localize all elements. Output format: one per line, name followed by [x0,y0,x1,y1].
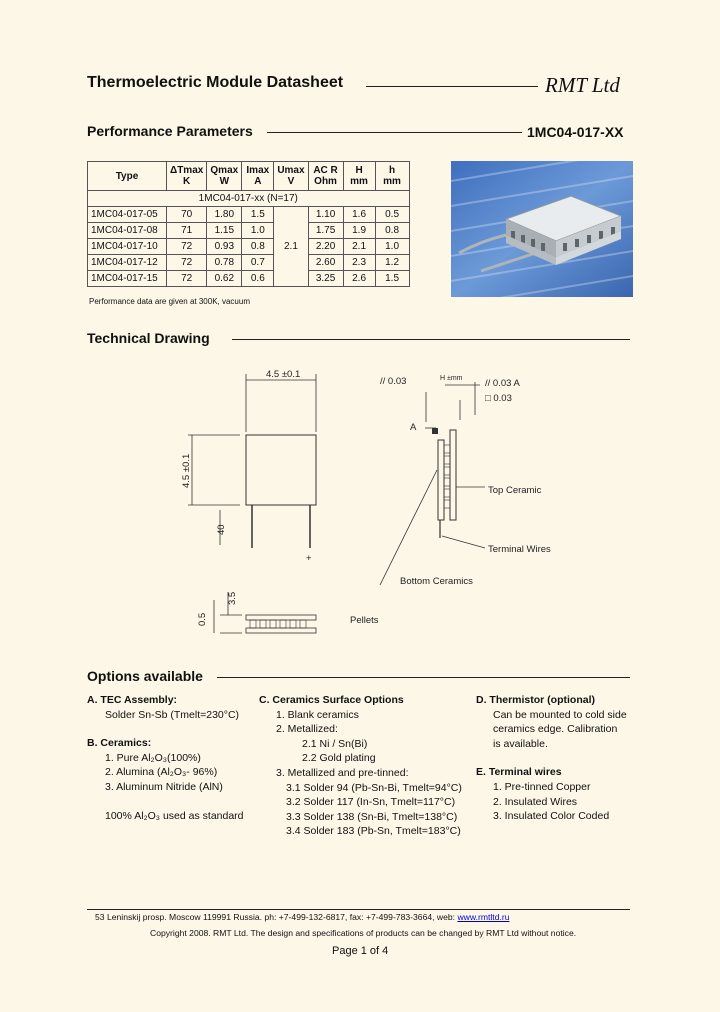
option-c-item: 3.1 Solder 94 (Pb-Sn-Bi, Tmelt=94°C) [286,781,462,794]
technical-drawing [180,360,580,650]
option-e-title: E. Terminal wires [476,766,562,779]
option-c-item: 3.3 Solder 138 (Sn-Bi, Tmelt=138°C) [286,810,458,823]
option-e-item: 3. Insulated Color Coded [493,810,610,823]
col-umax: Umax V [274,162,308,191]
option-e-item: 1. Pre-tinned Copper [493,780,591,793]
top-ceramic-label: Top Ceramic [488,485,542,496]
cell-h: 1.5 [375,271,409,287]
col-qmax: Qmax W [207,162,242,191]
address-text: 53 Leninskij prosp. Moscow 119991 Russia. ph: +7-499-132-6817, fax: +7-499-783-3664, web: [95,912,458,922]
front-view-body [246,435,316,505]
cell-h: 0.8 [375,223,409,239]
option-c-item: 3.2 Solder 117 (In-Sn, Tmelt=117°C) [286,796,456,809]
footer-copyright: Copyright 2008. RMT Ltd. The design and specifications of products can be changed by RMT Ltd without notice. [150,928,577,938]
pellets-label: Pellets [350,615,379,626]
table-header-row [88,162,410,191]
option-b-item: 2. Alumina (Al₂O₃- 96%) [105,766,218,779]
cell-dt: 71 [167,223,207,239]
cell-type: 1MC04-017-15 [88,271,167,287]
option-b-item: 1. Pure Al₂O₃(100%) [105,751,201,764]
cell-q: 1.80 [207,207,242,223]
cell-q: 0.78 [207,255,242,271]
bottom-ceramic-label: Bottom Ceramics [400,576,473,587]
option-d-item: ceramics edge. Calibration [493,723,618,736]
cell-dt: 72 [167,239,207,255]
cell-i: 0.7 [242,255,274,271]
cell-h: 1.2 [375,255,409,271]
cell-ac: 3.25 [308,271,343,287]
col-H: H mm [343,162,375,191]
option-d-title: D. Thermistor (optional) [476,694,595,706]
drawing-section-rule [232,339,630,340]
cell-type: 1MC04-017-08 [88,223,167,239]
drawing-section-title: Technical Drawing [87,330,210,346]
options-section-title: Options available [87,668,203,684]
cell-H: 2.3 [343,255,375,271]
perf-section-rule [267,132,522,133]
height-tolerance-label: H ±mm [440,375,463,382]
performance-note: Performance data are given at 300K, vacuum [89,297,250,306]
page-number: Page 1 of 4 [332,945,389,957]
option-c-item: 2.2 Gold plating [302,752,376,765]
cell-q: 0.93 [207,239,242,255]
option-b-title: B. Ceramics: [87,737,152,750]
table-row [88,271,410,287]
cell-type: 1MC04-017-10 [88,239,167,255]
option-b-note: 100% Al₂O₃ used as standard [105,809,244,822]
option-c-item: 2.1 Ni / Sn(Bi) [302,737,368,750]
module-photo [451,161,633,297]
cell-ac: 2.20 [308,239,343,255]
dim-wire-label: 40 [216,524,227,535]
cell-dt: 72 [167,255,207,271]
flatness-square-label: □ 0.03 [485,393,512,404]
table-row [88,239,410,255]
col-acr: AC R Ohm [308,162,343,191]
dim-height-label: 4.5 ±0.1 [181,453,192,488]
table-row [88,207,410,223]
option-a-block [87,693,262,823]
document-title: Thermoelectric Module Datasheet [87,74,344,91]
option-c-title: C. Ceramics Surface Options [259,694,404,706]
option-c-item: 2. Metallized: [276,723,338,736]
model-name: 1MC04-017-XX [527,124,624,140]
datum-a-label: A [410,422,417,433]
table-group-row [88,191,410,207]
table-row [88,255,410,271]
cell-type: 1MC04-017-12 [88,255,167,271]
option-a-title: A. TEC Assembly: [87,694,178,706]
options-section-rule [217,677,630,678]
cell-h: 1.0 [375,239,409,255]
cell-i: 0.8 [242,239,274,255]
cell-h: 0.5 [375,207,409,223]
option-c-item: 1. Blank ceramics [276,708,359,721]
option-b-item: 3. Aluminum Nitride (AlN) [105,780,223,793]
header-rule [366,86,538,87]
footer-address [95,912,510,922]
cell-umax: 2.1 [274,207,308,287]
cell-q: 0.62 [207,271,242,287]
performance-table [87,161,410,287]
col-h: h mm [375,162,409,191]
cell-i: 1.5 [242,207,274,223]
option-a-item: Solder Sn-Sb (Tmelt=230°C) [105,708,240,721]
option-d-block [476,693,646,824]
option-d-item: is available. [493,737,548,750]
dim-small-2: 3.5 [227,591,238,605]
cell-i: 0.6 [242,271,274,287]
footer-rule [87,909,630,910]
option-e-item: 2. Insulated Wires [493,795,578,808]
col-type: Type [88,162,167,191]
cell-q: 1.15 [207,223,242,239]
cell-i: 1.0 [242,223,274,239]
cell-H: 2.6 [343,271,375,287]
plus-marker: + [306,553,312,564]
cell-ac: 1.75 [308,223,343,239]
dim-width-label: 4.5 ±0.1 [266,369,301,380]
website-link[interactable]: www.rmtltd.ru [457,912,510,922]
cell-type: 1MC04-017-05 [88,207,167,223]
dim-small-1: 0.5 [197,612,208,626]
col-imax: Imax A [242,162,274,191]
cell-ac: 1.10 [308,207,343,223]
flatness-label: // 0.03 [380,376,407,387]
cell-H: 2.1 [343,239,375,255]
option-c-item: 3. Metallized and pre-tinned: [276,766,409,779]
perf-section-title: Performance Parameters [87,123,253,139]
cell-ac: 2.60 [308,255,343,271]
option-c-item: 3.4 Solder 183 (Pb-Sn, Tmelt=183°C) [286,825,461,838]
group-label: 1MC04-017-xx (N=17) [88,191,410,207]
table-row [88,223,410,239]
cell-H: 1.9 [343,223,375,239]
option-c-block [259,693,474,839]
brand-logo: RMT Ltd [545,73,620,97]
terminal-wires-label: Terminal Wires [488,544,551,555]
cell-dt: 72 [167,271,207,287]
parallelism-label: // 0.03 A [485,378,520,389]
cell-dt: 70 [167,207,207,223]
option-d-item: Can be mounted to cold side [493,708,627,721]
cell-H: 1.6 [343,207,375,223]
col-dtmax: ΔTmax K [167,162,207,191]
